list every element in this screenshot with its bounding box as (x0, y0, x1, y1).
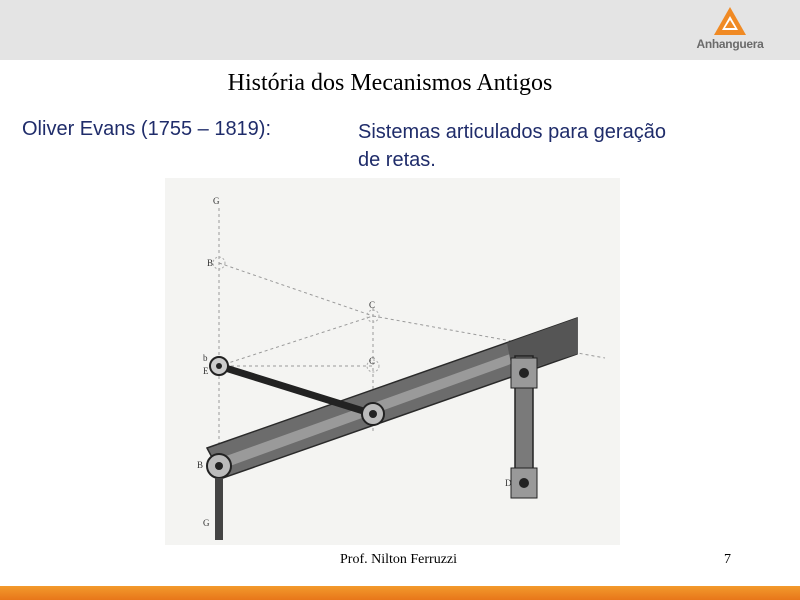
description-text: Sistemas articulados para geração de retas. (358, 121, 666, 171)
brand-logo (690, 6, 770, 54)
header-bar (0, 0, 800, 60)
evans-linkage-drawing (165, 178, 620, 545)
footer-bar (0, 586, 800, 600)
label-b-top: B (207, 258, 214, 268)
label-e: E (203, 366, 209, 376)
anhanguera-logo-icon (713, 6, 747, 36)
label-d: D (505, 478, 512, 488)
slide-title: História dos Mecanismos Antigos (227, 70, 553, 96)
footer-author: Prof. Nilton Ferruzzi (340, 552, 458, 567)
label-g-top: G (213, 196, 220, 206)
label-c-lower: C (369, 356, 376, 366)
label-g-bottom: G (203, 518, 210, 528)
logo-text: Anhanguera (696, 37, 764, 51)
subject-heading: Oliver Evans (1755 – 1819): (22, 118, 272, 140)
label-b-small: b (203, 353, 208, 363)
label-b-pivot: B (197, 460, 204, 470)
label-c-top: C (369, 300, 376, 310)
mechanism-illustration (165, 178, 620, 545)
page-number: 7 (724, 552, 731, 567)
